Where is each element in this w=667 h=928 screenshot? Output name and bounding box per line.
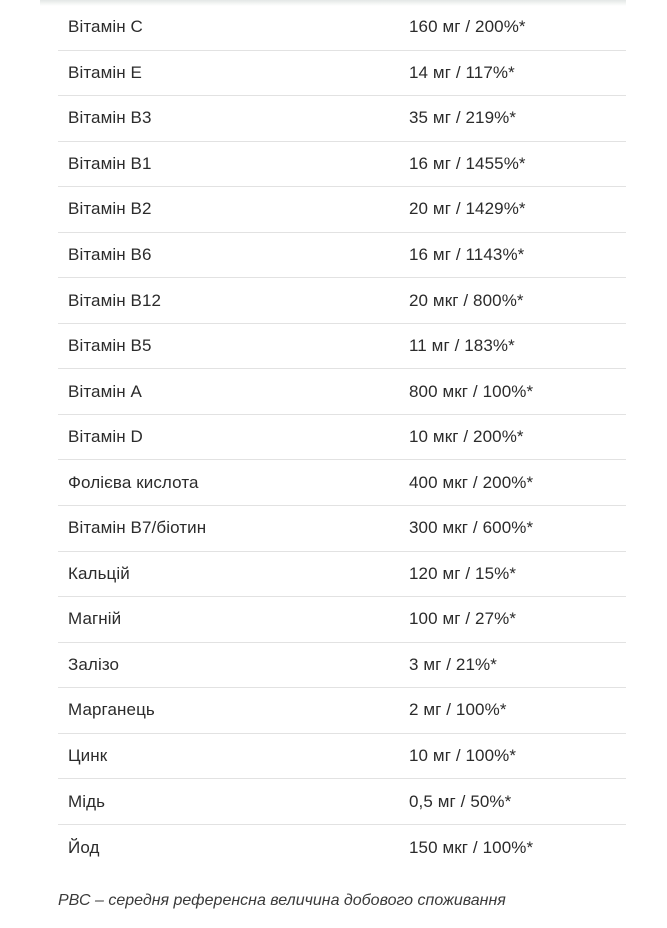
nutrient-name: Вітамін С: [68, 17, 143, 37]
nutrient-name: Вітамін В3: [68, 108, 152, 128]
nutrient-name: Йод: [68, 837, 100, 857]
nutrient-name: Кальцій: [68, 563, 130, 583]
table-row: [58, 552, 626, 598]
nutrient-value: 3 мг / 21%*: [409, 654, 497, 674]
nutrient-name: Залізо: [68, 654, 120, 674]
nutrient-name: Магній: [68, 609, 122, 629]
nutrient-name: Вітамін В6: [68, 245, 152, 264]
footnote: РВС – середня референсна величина добового споживання: [58, 892, 506, 909]
nutrient-name: Вітамін В12: [68, 290, 162, 310]
nutrient-value: 800 мкг / 100%*: [409, 381, 534, 401]
table-row: [58, 825, 626, 871]
nutrient-name: Вітамін В7/біотин: [68, 518, 207, 538]
table-row: [58, 187, 626, 233]
table-row: [58, 506, 626, 552]
nutrient-name: Цинк: [68, 746, 108, 766]
nutrient-value: 11 мг / 183%*: [409, 336, 515, 356]
nutrient-value: 400 мкг / 200%*: [409, 472, 534, 492]
nutrient-value: 2 мг / 100%*: [409, 700, 507, 720]
nutrient-value: 0,5 мг / 50%*: [409, 791, 512, 811]
table-row: [58, 324, 626, 370]
nutrient-value: 35 мг / 219%*: [409, 108, 517, 128]
table-row: [58, 779, 626, 825]
nutrient-name: Мідь: [68, 791, 106, 811]
nutrient-table: [58, 5, 626, 870]
nutrient-value: 10 мкг / 200%*: [409, 427, 524, 447]
nutrient-value: 14 мг / 117%*: [409, 62, 515, 82]
table-row: [58, 369, 626, 415]
table-row: [58, 460, 626, 506]
table-row: [58, 5, 626, 51]
nutrient-name: Вітамін А: [68, 381, 142, 401]
nutrient-value: 160 мг / 200%*: [409, 17, 526, 37]
nutrient-value: 150 мкг / 100%*: [409, 837, 534, 857]
nutrient-value: 20 мг / 1429%*: [409, 199, 526, 219]
table-row: [58, 643, 626, 689]
nutrient-value: 100 мг / 27%*: [409, 609, 517, 629]
table-row: [58, 233, 626, 279]
table-row: [58, 51, 626, 97]
nutrient-value: 20 мкг / 800%*: [409, 290, 524, 310]
nutrient-value: 120 мг / 15%*: [409, 563, 517, 583]
nutrient-name: Вітамін D: [68, 427, 143, 447]
nutrient-value: 10 мг / 100%*: [409, 746, 517, 766]
nutrient-value: 16 мг / 1455%*: [409, 153, 526, 173]
table-row: [58, 734, 626, 780]
table-row: [58, 278, 626, 324]
nutrient-name: Вітамін Е: [68, 62, 142, 82]
table-row: [58, 142, 626, 188]
nutrient-name: Вітамін В2: [68, 199, 152, 219]
nutrient-name: Вітамін В5: [68, 336, 152, 356]
nutrient-value: 16 мг / 1143%*: [409, 245, 525, 264]
table-row: [58, 415, 626, 461]
nutrient-name: Вітамін В1: [68, 153, 152, 173]
nutrient-value: 300 мкг / 600%*: [409, 518, 534, 538]
table-row: [58, 96, 626, 142]
table-row: [58, 688, 626, 734]
nutrient-name: Фолієва кислота: [68, 472, 199, 492]
nutrient-name: Марганець: [68, 700, 155, 720]
table-row: [58, 597, 626, 643]
